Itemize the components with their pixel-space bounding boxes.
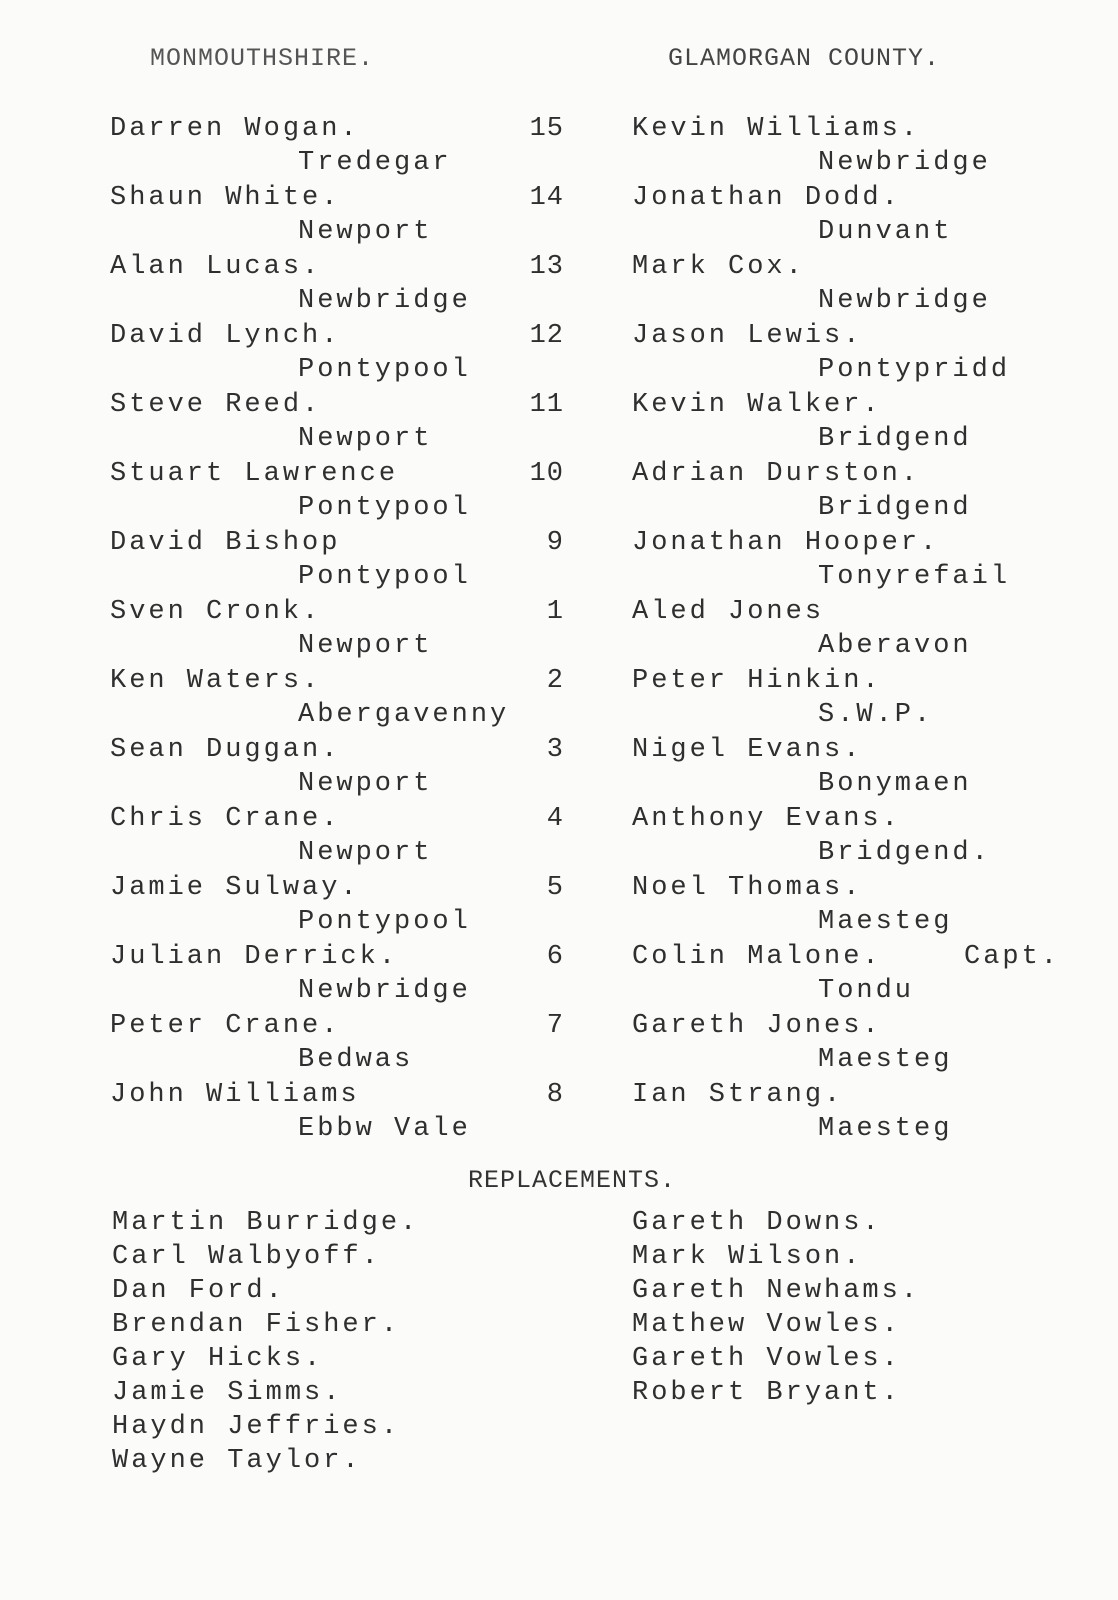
right-player-club: Pontypridd xyxy=(818,355,1011,385)
lineup-row xyxy=(0,664,1118,733)
left-player-club: Newport xyxy=(298,838,433,868)
position-number: 9 xyxy=(546,528,564,558)
replacements-right-list xyxy=(632,1206,920,1410)
right-player-name: Kevin Walker. xyxy=(632,390,882,420)
right-player-name: Gareth Jones. xyxy=(632,1011,882,1041)
lineup-row xyxy=(0,112,1118,181)
position-number: 1 xyxy=(546,597,564,627)
replacement-player: Mathew Vowles. xyxy=(632,1310,901,1340)
lineup-row xyxy=(0,526,1118,595)
right-player-club: Bridgend xyxy=(818,493,972,523)
left-player-club: Newport xyxy=(298,217,433,247)
right-player-name: Anthony Evans. xyxy=(632,804,901,834)
replacement-player: Dan Ford. xyxy=(112,1276,285,1306)
replacement-player: Brendan Fisher. xyxy=(112,1310,401,1340)
left-player-name: Alan Lucas. xyxy=(110,252,322,282)
lineup-row xyxy=(0,1009,1118,1078)
position-number: 4 xyxy=(546,804,564,834)
lineup-row xyxy=(0,1078,1118,1147)
left-player-club: Pontypool xyxy=(298,493,471,523)
left-player-club: Abergavenny xyxy=(298,700,510,730)
right-player-club: Tonyrefail xyxy=(818,562,1011,592)
right-player-name: Mark Cox. xyxy=(632,252,805,282)
left-player-name: David Bishop xyxy=(110,528,341,558)
position-number: 3 xyxy=(546,735,564,765)
right-player-name: Adrian Durston. xyxy=(632,459,921,489)
left-player-name: Ken Waters. xyxy=(110,666,322,696)
right-player-club: S.W.P. xyxy=(818,700,934,730)
position-number: 7 xyxy=(546,1011,564,1041)
left-player-club: Pontypool xyxy=(298,907,471,937)
right-player-club: Bridgend xyxy=(818,424,972,454)
left-player-name: Peter Crane. xyxy=(110,1011,341,1041)
replacement-player: Gareth Newhams. xyxy=(632,1276,921,1306)
right-player-club: Bonymaen xyxy=(818,769,972,799)
right-player-name: Jonathan Hooper. xyxy=(632,528,940,558)
position-number: 5 xyxy=(546,873,564,903)
left-player-name: Julian Derrick. xyxy=(110,942,399,972)
right-player-name: Nigel Evans. xyxy=(632,735,863,765)
left-player-name: John Williams xyxy=(110,1080,360,1110)
team-header-left: MONMOUTHSHIRE. xyxy=(150,44,375,73)
replacements-title: REPLACEMENTS. xyxy=(468,1166,677,1195)
right-player-name: Colin Malone. xyxy=(632,942,882,972)
replacement-player: Martin Burridge. xyxy=(112,1208,420,1238)
left-player-name: Chris Crane. xyxy=(110,804,341,834)
position-number: 13 xyxy=(529,252,564,282)
right-player-name: Ian Strang. xyxy=(632,1080,844,1110)
replacement-player: Robert Bryant. xyxy=(632,1378,901,1408)
left-player-club: Pontypool xyxy=(298,562,471,592)
replacements-left-list xyxy=(112,1206,419,1478)
left-player-name: Stuart Lawrence xyxy=(110,459,399,489)
left-player-name: Jamie Sulway. xyxy=(110,873,360,903)
left-player-club: Newbridge xyxy=(298,976,471,1006)
left-player-name: Steve Reed. xyxy=(110,390,322,420)
left-player-club: Tredegar xyxy=(298,148,452,178)
left-player-name: Sean Duggan. xyxy=(110,735,341,765)
left-player-club: Bedwas xyxy=(298,1045,414,1075)
position-number: 14 xyxy=(529,183,564,213)
lineup-row xyxy=(0,181,1118,250)
lineup-row xyxy=(0,802,1118,871)
team-header-right: GLAMORGAN COUNTY. xyxy=(668,44,941,73)
left-player-club: Newport xyxy=(298,631,433,661)
left-player-club: Newbridge xyxy=(298,286,471,316)
left-player-club: Newport xyxy=(298,424,433,454)
captain-marker: Capt. xyxy=(964,942,1061,972)
left-player-club: Newport xyxy=(298,769,433,799)
replacement-player: Gareth Downs. xyxy=(632,1208,882,1238)
right-player-club: Maesteg xyxy=(818,1045,953,1075)
right-player-club: Tondu xyxy=(818,976,915,1006)
replacement-player: Gary Hicks. xyxy=(112,1344,324,1374)
lineup-row xyxy=(0,595,1118,664)
lineup-row xyxy=(0,871,1118,940)
left-player-club: Pontypool xyxy=(298,355,471,385)
replacement-player: Gareth Vowles. xyxy=(632,1344,901,1374)
left-player-name: Shaun White. xyxy=(110,183,341,213)
right-player-name: Aled Jones xyxy=(632,597,825,627)
replacement-player: Carl Walbyoff. xyxy=(112,1242,381,1272)
right-player-club: Maesteg xyxy=(818,1114,953,1144)
right-player-name: Noel Thomas. xyxy=(632,873,863,903)
lineup-row xyxy=(0,388,1118,457)
lineup-row xyxy=(0,319,1118,388)
right-player-club: Newbridge xyxy=(818,148,991,178)
position-number: 6 xyxy=(546,942,564,972)
right-player-name: Kevin Williams. xyxy=(632,114,921,144)
replacement-player: Jamie Simms. xyxy=(112,1378,343,1408)
lineup-row xyxy=(0,733,1118,802)
lineup-row xyxy=(0,940,1118,1009)
right-player-club: Maesteg xyxy=(818,907,953,937)
right-player-name: Jonathan Dodd. xyxy=(632,183,901,213)
right-player-club: Bridgend. xyxy=(818,838,991,868)
left-player-name: David Lynch. xyxy=(110,321,341,351)
replacement-player: Mark Wilson. xyxy=(632,1242,863,1272)
right-player-name: Peter Hinkin. xyxy=(632,666,882,696)
right-player-club: Aberavon xyxy=(818,631,972,661)
left-player-club: Ebbw Vale xyxy=(298,1114,471,1144)
right-player-club: Newbridge xyxy=(818,286,991,316)
lineup-table xyxy=(0,112,1118,1147)
right-player-name: Jason Lewis. xyxy=(632,321,863,351)
position-number: 12 xyxy=(529,321,564,351)
left-player-name: Darren Wogan. xyxy=(110,114,360,144)
lineup-row xyxy=(0,457,1118,526)
right-player-club: Dunvant xyxy=(818,217,953,247)
position-number: 11 xyxy=(529,390,564,420)
replacement-player: Haydn Jeffries. xyxy=(112,1412,401,1442)
lineup-row xyxy=(0,250,1118,319)
position-number: 8 xyxy=(546,1080,564,1110)
replacement-player: Wayne Taylor. xyxy=(112,1446,362,1476)
position-number: 15 xyxy=(529,114,564,144)
position-number: 10 xyxy=(529,459,564,489)
position-number: 2 xyxy=(546,666,564,696)
left-player-name: Sven Cronk. xyxy=(110,597,322,627)
